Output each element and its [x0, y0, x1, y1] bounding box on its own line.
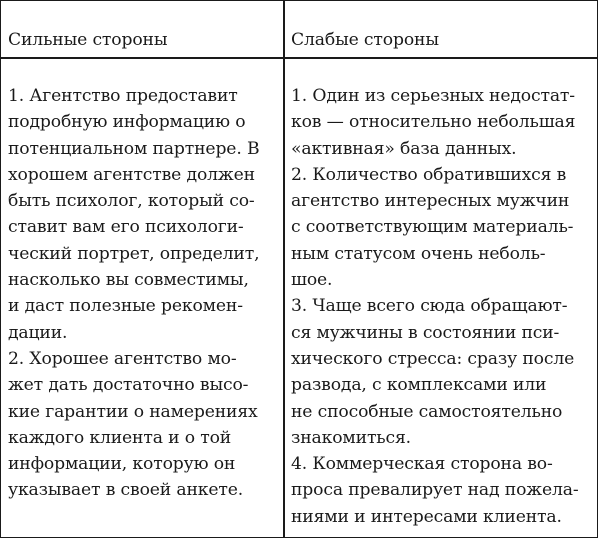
header-divider [1, 57, 597, 59]
strengths-line: жет дать достаточно высо- [8, 375, 249, 396]
weaknesses-line: агентство интересных мужчин [291, 191, 570, 212]
strengths-line: кие гарантии о намерениях [8, 401, 258, 422]
strengths-line: и даст полезные рекомен- [8, 296, 243, 317]
strengths-line: быть психолог, который со- [8, 191, 255, 212]
strengths-line: 2. Хорошее агентство мо- [8, 348, 237, 369]
header-strengths [8, 27, 280, 53]
header-weaknesses-label: Слабые стороны [291, 30, 439, 50]
weaknesses-line: ниями и интересами клиента. [291, 506, 562, 527]
weaknesses-line: развода, с комплексами или [291, 375, 547, 396]
weaknesses-line: знакомиться. [291, 427, 411, 448]
weaknesses-line: 1. Один из серьезных недостат- [291, 86, 575, 106]
weaknesses-line: 4. Коммерческая сторона во- [291, 454, 553, 475]
weaknesses-line: 2. Количество обратившихся в [291, 164, 567, 185]
weaknesses-line: ков — относительно небольшая [291, 112, 576, 133]
weaknesses-line: хического стресса: сразу после [291, 348, 575, 369]
header-strengths-label: Сильные стороны [8, 30, 168, 50]
weaknesses-line: проса превалирует над пожела- [291, 480, 579, 501]
weaknesses-line: 3. Чаще всего сюда обращают- [291, 296, 568, 317]
strengths-line: указывает в своей анкете. [8, 480, 244, 501]
weaknesses-cell [291, 83, 596, 530]
strengths-line: ставит вам его психологи- [8, 217, 244, 238]
strengths-line: информации, которую он [8, 454, 236, 475]
column-divider [283, 1, 285, 537]
strengths-line: насколько вы совместимы, [8, 270, 249, 291]
strengths-line: хорошем агентстве должен [8, 164, 255, 185]
strengths-line: дации. [8, 322, 68, 343]
header-weaknesses [291, 27, 596, 53]
strengths-line: подробную информацию о [8, 112, 246, 133]
strengths-line: 1. Агентство предоставит [8, 86, 238, 106]
strengths-cell [8, 83, 280, 504]
strengths-line: каждого клиента и о той [8, 427, 232, 448]
weaknesses-line: ся мужчины в состоянии пси- [291, 322, 560, 343]
strengths-line: потенциальном партнере. В [8, 138, 260, 159]
weaknesses-line: «активная» база данных. [291, 138, 517, 159]
strengths-line: ческий портрет, определит, [8, 243, 260, 264]
weaknesses-line: не способные самостоятельно [291, 401, 563, 422]
weaknesses-line: ным статусом очень неболь- [291, 243, 546, 264]
weaknesses-line: с соответствующим материаль- [291, 217, 574, 238]
weaknesses-line: шое. [291, 270, 333, 291]
